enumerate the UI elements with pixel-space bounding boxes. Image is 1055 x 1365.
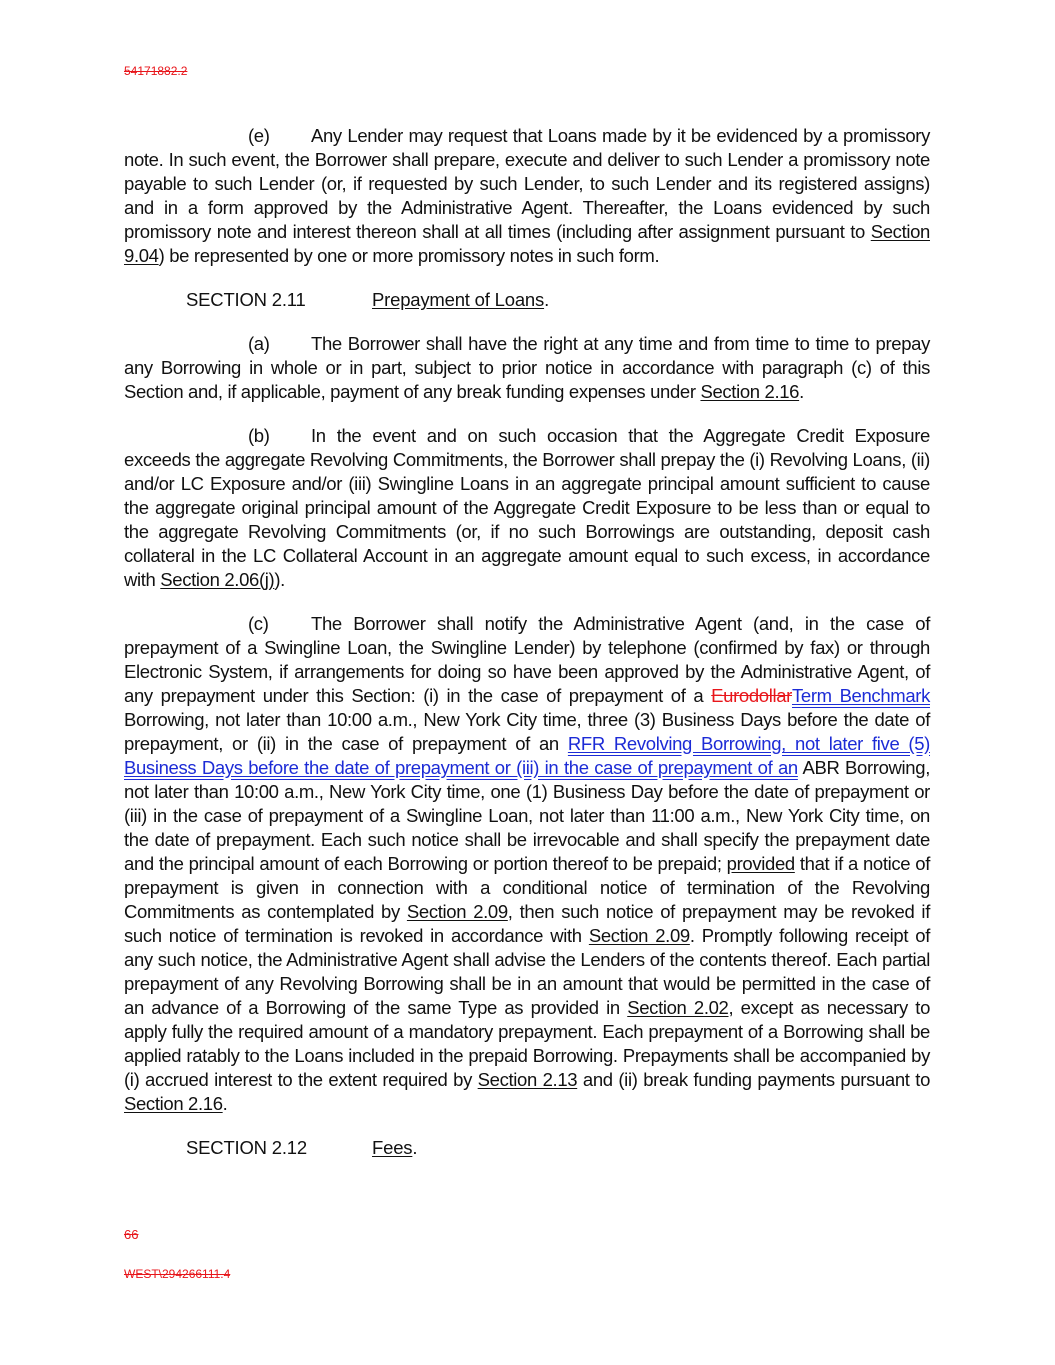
section-title: Prepayment of Loans: [372, 289, 545, 310]
tracked-insertion: Term Benchmark: [792, 685, 930, 706]
section-heading-2-11: SECTION 2.11 Prepayment of Loans.: [186, 289, 550, 310]
cross-reference-link[interactable]: Section 2.13: [477, 1069, 578, 1090]
cross-reference-link[interactable]: Section 2.06(j): [160, 569, 275, 590]
paragraph-label: (b): [248, 425, 270, 446]
tracked-insertion: RFR Revolving Borrowing, not later five (5) Business Days before the date of prepayment or (iii) in the case of prepayment of an: [124, 733, 930, 778]
cross-reference-link[interactable]: Section 2.16: [700, 381, 800, 402]
paragraph-label: (e): [248, 125, 270, 146]
paragraph-b: (b) In the event and on such occasion that the Aggregate Credit Exposure exceeds the aggregate Revolving Commitments, the Borrower shall prepay the (i) Revolving Loans, (ii) and/or LC Exposure and/or (iii) Swingline Loans in an aggregate principal amount sufficient to cause the aggregate original principal amount of the Aggregate Credit Exposure to be less than or equal to the aggregate Revolving Commitments (or, if no such Borrowings are outstanding, deposit cash collateral in the LC Collateral Account in an aggregate amount equal to such excess, in accordance with Section 2.06(j)).: [124, 425, 930, 590]
cross-reference-link[interactable]: Section 2.16: [124, 1093, 223, 1114]
section-number: SECTION 2.12: [186, 1137, 307, 1158]
section-title: Fees: [372, 1137, 413, 1158]
section-number: SECTION 2.11: [186, 289, 306, 310]
section-heading-2-12: SECTION 2.12 Fees.: [186, 1137, 418, 1158]
header-doc-id: 54171882.2: [124, 64, 188, 78]
footer-doc-id: WEST\294266111.4: [124, 1267, 231, 1281]
defined-term-provided: provided: [726, 853, 795, 874]
paragraph-label: (c): [248, 613, 269, 634]
paragraph-c: (c) The Borrower shall notify the Administrative Agent (and, in the case of prepayment of a Swingline Loan, the Swingline Lender) by telephone (confirmed by fax) or through Electronic System, if arrangements for doing so have been approved by the Administrative Agent, of any prepayment under this Section: (i) in the case of prepayment of a EurodollarTerm Benchmark Borrowing, not later than 10:00 a.m., New York City time, three (3) Business Days before the date of prepayment, or (ii) in the case of prepayment of an RFR Revolving Borrowing, not later five (5) Business Days before the date of prepayment or (iii) in the case of prepayment of an ABR Borrowing, not later than 10:00 a.m., New York City time, one (1) Business Day before the date of prepayment or (iii) in the case of prepayment of a Swingline Loan, not later than 11:00 a.m., New York City time, on the date of prepayment. Each such notice shall be irrevocable and shall specify the prepayment date and the principal amount of each Borrowing or portion thereof to be prepaid; provided that if a notice of prepayment is given in connection with a conditional notice of termination of the Revolving Commitments as contemplated by Section 2.09, then such notice of prepayment may be revoked if such notice of termination is revoked in accordance with Section 2.09. Promptly following receipt of any such notice, the Administrative Agent shall advise the Lenders of the contents thereof. Each partial prepayment of any Revolving Borrowing shall be in an amount that would be permitted in the case of an advance of a Borrowing of the same Type as provided in Section 2.02, except as necessary to apply fully the required amount of a mandatory prepayment. Each prepayment of a Borrowing shall be applied ratably to the Loans included in the prepaid Borrowing. Prepayments shall be accompanied by (i) accrued interest to the extent required by Section 2.13 and (ii) break funding payments pursuant to Section 2.16.: [124, 613, 931, 1114]
paragraph-label: (a): [248, 333, 270, 354]
cross-reference-link[interactable]: Section 2.09: [588, 925, 690, 946]
cross-reference-link[interactable]: Section 2.09: [406, 901, 508, 922]
tracked-deletion: Eurodollar: [711, 685, 792, 706]
cross-reference-link[interactable]: Section 2.02: [627, 997, 729, 1018]
page-number: 66: [124, 1227, 139, 1242]
paragraph-a: (a) The Borrower shall have the right at any time and from time to time to prepay any Borrowing in whole or in part, subject to prior notice in accordance with paragraph (c) of this Section and, if applicable, payment of any break funding expenses under Section 2.16.: [124, 333, 930, 402]
document-page: [124, 124, 930, 1180]
cross-reference-link[interactable]: Section 9.04: [124, 221, 930, 266]
paragraph-e: (e) Any Lender may request that Loans made by it be evidenced by a promissory note. In such event, the Borrower shall prepare, execute and deliver to such Lender a promissory note payable to such Lender (or, if requested by such Lender, to such Lender and its registered assigns) and in a form approved by the Administrative Agent. Thereafter, the Loans evidenced by such promissory note and interest thereon shall at all times (including after assignment pursuant to Section 9.04) be represented by one or more promissory notes in such form.: [124, 125, 930, 266]
